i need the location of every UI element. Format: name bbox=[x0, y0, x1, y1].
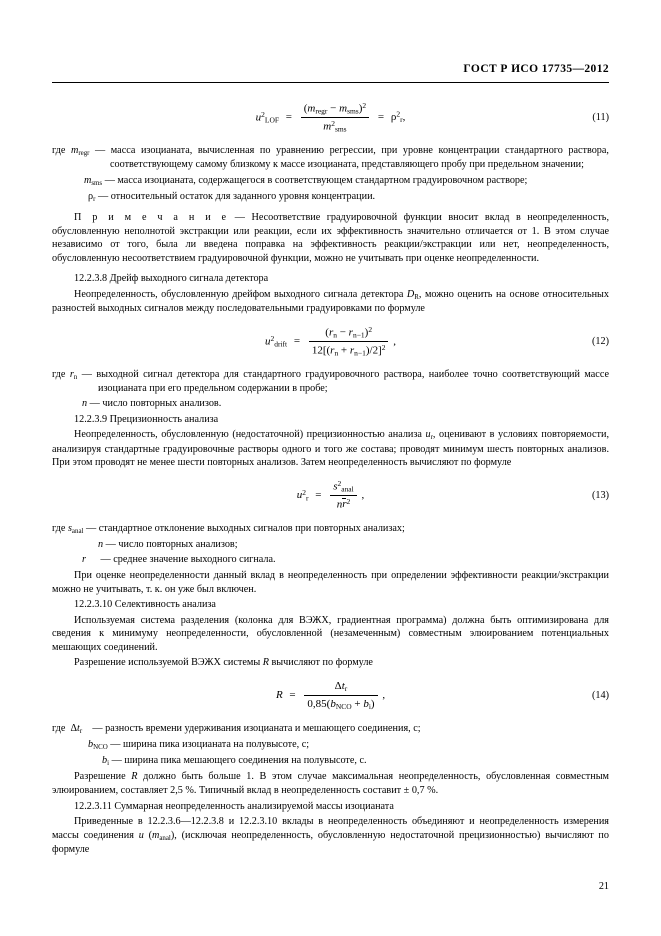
definition-n-2-text: — число повторных анализов; bbox=[103, 538, 238, 550]
definition-mregr: где $m_{regr}$ — масса изоцианата, вычисленная по уравнению регрессии, при уровне концентрации стандартного раствора, соответствующему самому близкому к массе изоцианата, представляющего пробу при предельном значении; bbox=[52, 145, 609, 171]
definition-rn: где $r_n$ — выходной сигнал детектора для стандартного градуировочного раствора, наиболее точно соответствующий массе изоцианата при его предельном содержании в пробе; bbox=[52, 368, 609, 394]
equation-12-number: (12) bbox=[592, 335, 609, 347]
definition-bnco: $b_{NCO}$ — ширина пика изоцианата на полувысоте, с; bbox=[88, 739, 310, 751]
equation-13-body: $u^2_r$ = $\frac{s^2_{anal}}{nr^2}$ , bbox=[296, 478, 365, 511]
section-12-2-3-10-paragraph-3: Разрешение R должно быть больше 1. В этом случае максимальная неопределенность, обусловленная совместным элюированием, составляет 2,5 %. Типичный вклад в неопределенность составит ± 0,7 %. bbox=[52, 771, 609, 796]
s3-p3-b: должно быть больше 1. В этом случае максимальная неопределенность, обусловленная совместным элюированием, составляет 2,5 %. Типичный вклад в неопределенность составит ± 0,7 %. bbox=[52, 771, 609, 796]
definition-msms: $m_{sms}$ — масса изоцианата, содержащегося в соответствующем стандартном градуировочном растворе; bbox=[84, 174, 528, 187]
definition-rn-text: — выходной сигнал детектора для стандартного градуировочного раствора, наиболее точно соответствующий массе изоцианата при его предельном содержании в пробе; bbox=[77, 368, 609, 394]
equation-12 bbox=[52, 325, 609, 359]
definition-delta-tr-text: — разность времени удерживания изоцианата и мешающего соединения, с; bbox=[89, 722, 421, 734]
page-header: ГОСТ Р ИСО 17735—2012 bbox=[463, 63, 609, 75]
s2-p1-a: Неопределенность, обусловленную (недостаточной) прецизионностью анализа bbox=[74, 429, 426, 441]
section-12-2-3-9-paragraph: Неопределенность, обусловленную (недостаточной) прецизионностью анализа $u_r$, оценивают в условиях повторяемости, анализируя стандартные градуировочные растворы одного и того же состава; проводят минимум шесть повторных анализов. При этом проводят не менее шести повторных анализов. Затем неопределенность вычисляют по формуле bbox=[52, 429, 609, 469]
equation-11 bbox=[52, 101, 609, 135]
definition-msms-text: — масса изоцианата, содержащегося в соответствующем стандартном градуировочном растворе; bbox=[102, 174, 528, 186]
definition-mregr-text: — масса изоцианата, вычисленная по уравнению регрессии, при уровне концентрации стандартного раствора, соответствующему самому близкому к массе изоцианата, представляющего пробу при предельном значении; bbox=[89, 145, 609, 171]
s2-p1-b: , оценивают в условиях повторяемости, анализируя стандартные градуировочные растворы одного и того же состава; проводят минимум шесть повторных анализов. При этом проводят не менее шести повторных анализов. Затем неопределенность вычисляют по формуле bbox=[52, 429, 609, 469]
note-text: — Несоответствие градуировочной функции вносит вклад в неопределенность, обусловленную неполнотой экстракции или реакции, если их эффективность значительно отличается от 1. В этом случае независимо от того, была ли введена поправка на эффективность реакции/экстракции или нет, неопределенность, обусловленную несоответствием градуировочной функции, можно не учитывать при оценке неопределенности. bbox=[52, 212, 609, 264]
definition-rbar-text: — среднее значение выходного сигнала. bbox=[98, 554, 276, 566]
page-content bbox=[52, 92, 609, 858]
section-12-2-3-10-paragraph-1: Используемая система разделения (колонка для ВЭЖХ, градиентная программа) должна быть оптимизирована для сведения к минимуму неопределенности, обусловленной (незамеченным) совместным элюированием потенциальных мешающих соединений. bbox=[52, 614, 609, 653]
s1-p1-b: , можно оценить на основе относительных разностей выходных сигналов между последовательными градуировками по формуле bbox=[52, 288, 609, 314]
section-12-2-3-10-paragraph-2: Разрешение используемой ВЭЖХ системы R вычисляют по формуле bbox=[74, 657, 373, 669]
definition-bi-text: — ширина пика мешающего соединения на полувысоте, с. bbox=[109, 755, 367, 767]
definition-bi: $b_i$ — ширина пика мешающего соединения на полувысоте, с. bbox=[102, 755, 367, 768]
page-number: 21 bbox=[598, 881, 609, 892]
note-paragraph bbox=[52, 211, 609, 265]
s1-p1-a: Неопределенность, обусловленную дрейфом выходного сигнала детектора bbox=[74, 288, 407, 300]
equation-14 bbox=[52, 679, 609, 713]
section-12-2-3-8-title: 12.2.3.8 Дрейф выходного сигнала детектора bbox=[74, 273, 269, 285]
definition-rbar: r — среднее значение выходного сигнала. bbox=[82, 554, 276, 566]
section-12-2-3-11-paragraph: Приведенные в 12.2.3.6—12.2.3.8 и 12.2.3.10 вклады в неопределенность объединяют и неопределенность измерения массы соединения u $(m_{anal})$, (исключая неопределенность, обусловленную недостаточной прецизионностью) вычисляют по формуле bbox=[52, 816, 609, 855]
s4-p1-a: Приведенные в 12.2.3.6—12.2.3.8 и 12.2.3.10 вклады в неопределенность объединяют и неопределенность измерения массы соединения bbox=[52, 816, 609, 841]
equation-14-body: R = $\frac{\Delta t_r}{0,85(b_{NCO} + b_i)}$ , bbox=[275, 679, 386, 712]
equation-11-body: $u^2_{LOF}$ = $\frac{(m_{regr} - m_{sms})^2}{m^2_{sms}}$ = $\rho^2_r$, bbox=[255, 101, 406, 134]
definition-delta-tr: где $\Delta t_r$ — разность времени удерживания изоцианата и мешающего соединения, с; bbox=[52, 722, 421, 735]
equation-11-number: (11) bbox=[592, 112, 609, 124]
note-label: П р и м е ч а н и е bbox=[74, 212, 229, 224]
equation-13-number: (13) bbox=[592, 489, 609, 501]
section-12-2-3-9-paragraph-2: При оценке неопределенности данный вклад в неопределенность при определении эффективности реакции/экстракции можно не учитывать, т. к. он уже был включен. bbox=[52, 569, 609, 595]
definition-rho-r: $\rho_r$ — относительный остаток для заданного уровня концентрации. bbox=[88, 190, 376, 203]
definition-n-1-text: — число повторных анализов. bbox=[87, 398, 222, 410]
definition-sanal-text: — стандартное отклонение выходных сигналов при повторных анализах; bbox=[83, 522, 405, 534]
section-12-2-3-8-paragraph: Неопределенность, обусловленную дрейфом выходного сигнала детектора $D_R$, можно оценить на основе относительных разностей выходных сигналов между последовательными градуировками по формуле bbox=[52, 288, 609, 314]
s3-p2-a: Разрешение используемой ВЭЖХ системы bbox=[74, 657, 263, 669]
s3-p2-b: вычисляют по формуле bbox=[268, 657, 373, 669]
equation-14-number: (14) bbox=[592, 690, 609, 702]
header-rule bbox=[52, 82, 609, 83]
definition-n-2: n — число повторных анализов; bbox=[98, 538, 238, 550]
definition-rho-r-text: — относительный остаток для заданного уровня концентрации. bbox=[95, 190, 376, 202]
equation-13 bbox=[52, 479, 609, 513]
section-12-2-3-9-title: 12.2.3.9 Прецизионность анализа bbox=[74, 413, 219, 425]
section-12-2-3-10-title: 12.2.3.10 Селективность анализа bbox=[74, 599, 216, 611]
equation-12-body: $u^2_{drift}$ = $\frac{(r_n - r_{n-1})^2}{12[(r_n + r_{n-1})/2]^2}$ , bbox=[265, 324, 396, 358]
s4-p1-b: , (исключая неопределенность, обусловленную недостаточной прецизионностью) вычисляют по формуле bbox=[52, 829, 609, 855]
definition-n-1: n — число повторных анализов. bbox=[82, 398, 222, 410]
s3-p3-a: Разрешение bbox=[74, 771, 132, 783]
section-12-2-3-11-title: 12.2.3.11 Суммарная неопределенность анализируемой массы изоцианата bbox=[74, 800, 394, 812]
definition-sanal: где $s_{anal}$ — стандартное отклонение выходных сигналов при повторных анализах; bbox=[52, 522, 405, 535]
definition-bnco-text: — ширина пика изоцианата на полувысоте, с; bbox=[107, 739, 310, 751]
